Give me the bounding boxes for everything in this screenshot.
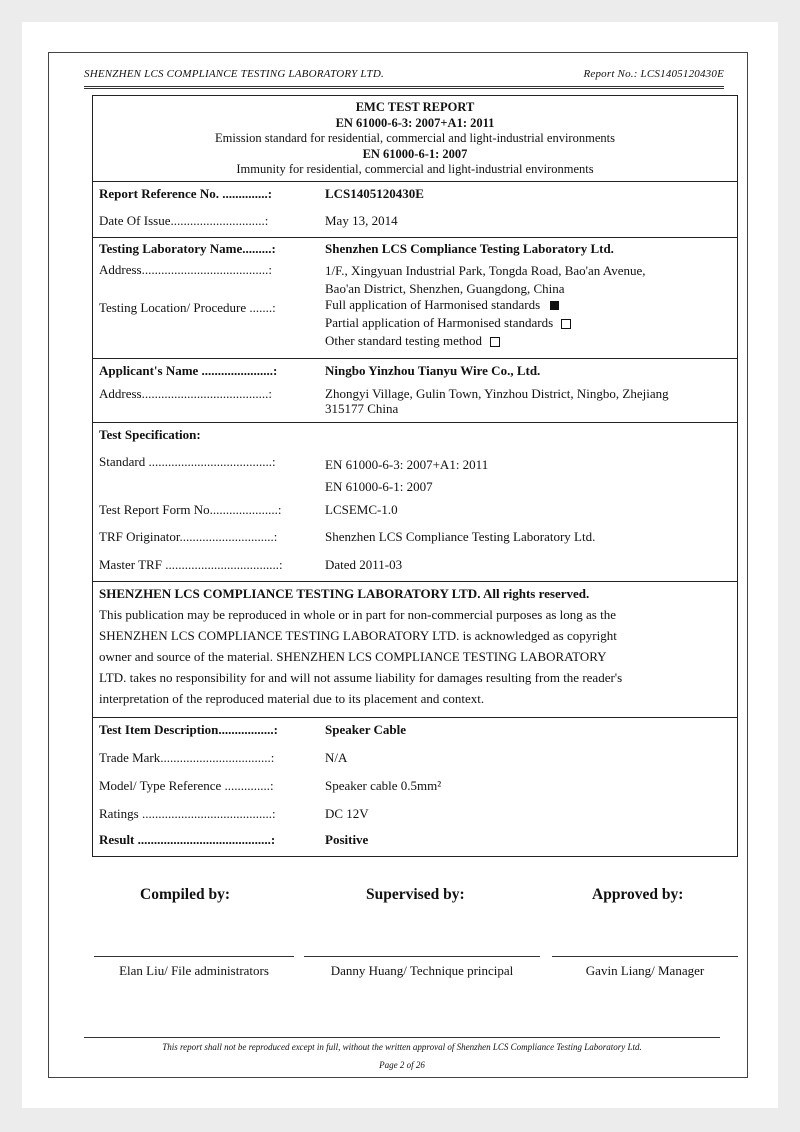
result-value: Positive xyxy=(325,831,369,847)
rights-line-3: owner and source of the material. SHENZHEN LCS COMPLIANCE TESTING LABORATORY xyxy=(99,648,607,664)
standard-value-1: EN 61000-6-3: 2007+A1: 2011 xyxy=(325,456,489,472)
model-label: Model/ Type Reference ..............: xyxy=(99,777,274,793)
test-item-section xyxy=(93,717,737,856)
standard-value xyxy=(325,454,731,498)
applicant-name-label: Applicant's Name ......................: xyxy=(99,362,278,378)
unchecked-box-icon xyxy=(561,319,571,329)
item-description-value: Speaker Cable xyxy=(325,721,407,737)
emission-standard: EN 61000-6-3: 2007+A1: 2011 xyxy=(335,115,495,130)
option-other-method: Other standard testing method xyxy=(325,332,731,350)
ratings-label: Ratings ........................................: xyxy=(99,805,276,821)
rights-line-5: interpretation of the reproduced material due to its placement and context. xyxy=(99,690,485,706)
trf-number-value: LCSEMC-1.0 xyxy=(325,501,398,517)
approved-by-name: Gavin Liang/ Manager xyxy=(585,963,705,978)
applicant-address-line2: 315177 China xyxy=(325,400,399,416)
immunity-standard: EN 61000-6-1: 2007 xyxy=(362,146,468,161)
report-title-block xyxy=(93,96,737,181)
compiled-by-label: Compiled by: xyxy=(140,886,230,903)
lab-address-line2: Bao'an District, Shenzhen, Guangdong, China xyxy=(325,280,565,296)
model-value: Speaker cable 0.5mm² xyxy=(325,777,442,793)
applicant-section xyxy=(93,358,737,422)
supervised-by-label: Supervised by: xyxy=(366,886,465,903)
standard-value-2: EN 61000-6-1: 2007 xyxy=(325,478,433,494)
applicant-address-line1: Zhongyi Village, Gulin Town, Yinzhou District, Ningbo, Zhejiang xyxy=(325,385,669,401)
unchecked-box-icon xyxy=(490,337,500,347)
lab-name-value: Shenzhen LCS Compliance Testing Laboratory Ltd. xyxy=(325,240,614,256)
lab-address-label: Address.......................................: xyxy=(99,261,272,277)
report-reference-section xyxy=(93,181,737,237)
approved-signature-line xyxy=(552,956,738,957)
standard-label: Standard ......................................: xyxy=(99,453,276,469)
approved-by-label: Approved by: xyxy=(592,886,684,903)
trade-mark-value: N/A xyxy=(325,749,348,765)
ratings-value: DC 12V xyxy=(325,805,369,821)
report-reference-value: LCS1405120430E xyxy=(325,185,424,201)
header-rule xyxy=(84,86,724,89)
checked-box-icon xyxy=(550,301,559,310)
applicant-address-value xyxy=(325,386,731,416)
rights-heading: SHENZHEN LCS COMPLIANCE TESTING LABORATORY LTD. All rights reserved. xyxy=(99,585,590,601)
master-trf-value: Dated 2011-03 xyxy=(325,556,403,572)
date-of-issue-value: May 13, 2014 xyxy=(325,212,398,228)
rights-line-2: SHENZHEN LCS COMPLIANCE TESTING LABORATORY LTD. is acknowledged as copyright xyxy=(99,627,617,643)
rights-section xyxy=(93,581,737,717)
trade-mark-label: Trade Mark..................................: xyxy=(99,749,275,765)
supervised-signature-line xyxy=(304,956,540,957)
footer-rule xyxy=(84,1037,720,1038)
trf-originator-value: Shenzhen LCS Compliance Testing Laboratory Ltd. xyxy=(325,528,596,544)
lab-address-value xyxy=(325,262,731,298)
trf-originator-label: TRF Originator.............................: xyxy=(99,528,278,544)
supervised-by-name: Danny Huang/ Technique principal xyxy=(330,963,514,978)
header-lab-name: SHENZHEN LCS COMPLIANCE TESTING LABORATORY LTD. xyxy=(84,68,384,80)
applicant-name-value: Ningbo Yinzhou Tianyu Wire Co., Ltd. xyxy=(325,362,541,378)
report-table xyxy=(92,95,738,857)
trf-number-label: Test Report Form No.....................: xyxy=(99,501,282,517)
applicant-address-label: Address.......................................: xyxy=(99,385,272,401)
item-description-label: Test Item Description.................: xyxy=(99,721,278,737)
option-full-application: Full application of Harmonised standards xyxy=(325,296,731,314)
compiled-signature-line xyxy=(94,956,294,957)
option-partial-application: Partial application of Harmonised standards xyxy=(325,314,731,332)
lab-address-line1: 1/F., Xingyuan Industrial Park, Tongda Road, Bao'an Avenue, xyxy=(325,262,646,278)
lab-name-label: Testing Laboratory Name.........: xyxy=(99,240,276,256)
immunity-description: Immunity for residential, commercial and light-industrial environments xyxy=(236,162,594,176)
rights-line-4: LTD. takes no responsibility for and will not assume liability for damages resulting from the reader's xyxy=(99,669,623,685)
testing-location-label: Testing Location/ Procedure .......: xyxy=(99,299,276,315)
page-number: Page 2 of 26 xyxy=(379,1060,425,1070)
header-report-number: Report No.: LCS1405120430E xyxy=(583,68,724,80)
compiled-by-name: Elan Liu/ File administrators xyxy=(119,963,269,978)
footer-notice: This report shall not be reproduced except in full, without the written approval of Shenzhen LCS Compliance Testing Laboratory Ltd. xyxy=(162,1042,642,1052)
date-of-issue-label: Date Of Issue.............................: xyxy=(99,212,269,228)
test-specification-section xyxy=(93,422,737,581)
rights-paragraph xyxy=(93,582,737,711)
result-label: Result .........................................: xyxy=(99,831,276,847)
procedure-options-list xyxy=(325,296,731,350)
spec-heading: Test Specification: xyxy=(99,426,201,442)
emission-description: Emission standard for residential, commercial and light-industrial environments xyxy=(215,131,615,145)
rights-line-1: This publication may be reproduced in whole or in part for non-commercial purposes as long as the xyxy=(99,606,616,622)
testing-laboratory-section xyxy=(93,237,737,358)
master-trf-label: Master TRF ...................................: xyxy=(99,556,283,572)
report-title: EMC TEST REPORT xyxy=(355,100,475,114)
report-reference-label: Report Reference No. ..............: xyxy=(99,185,273,201)
